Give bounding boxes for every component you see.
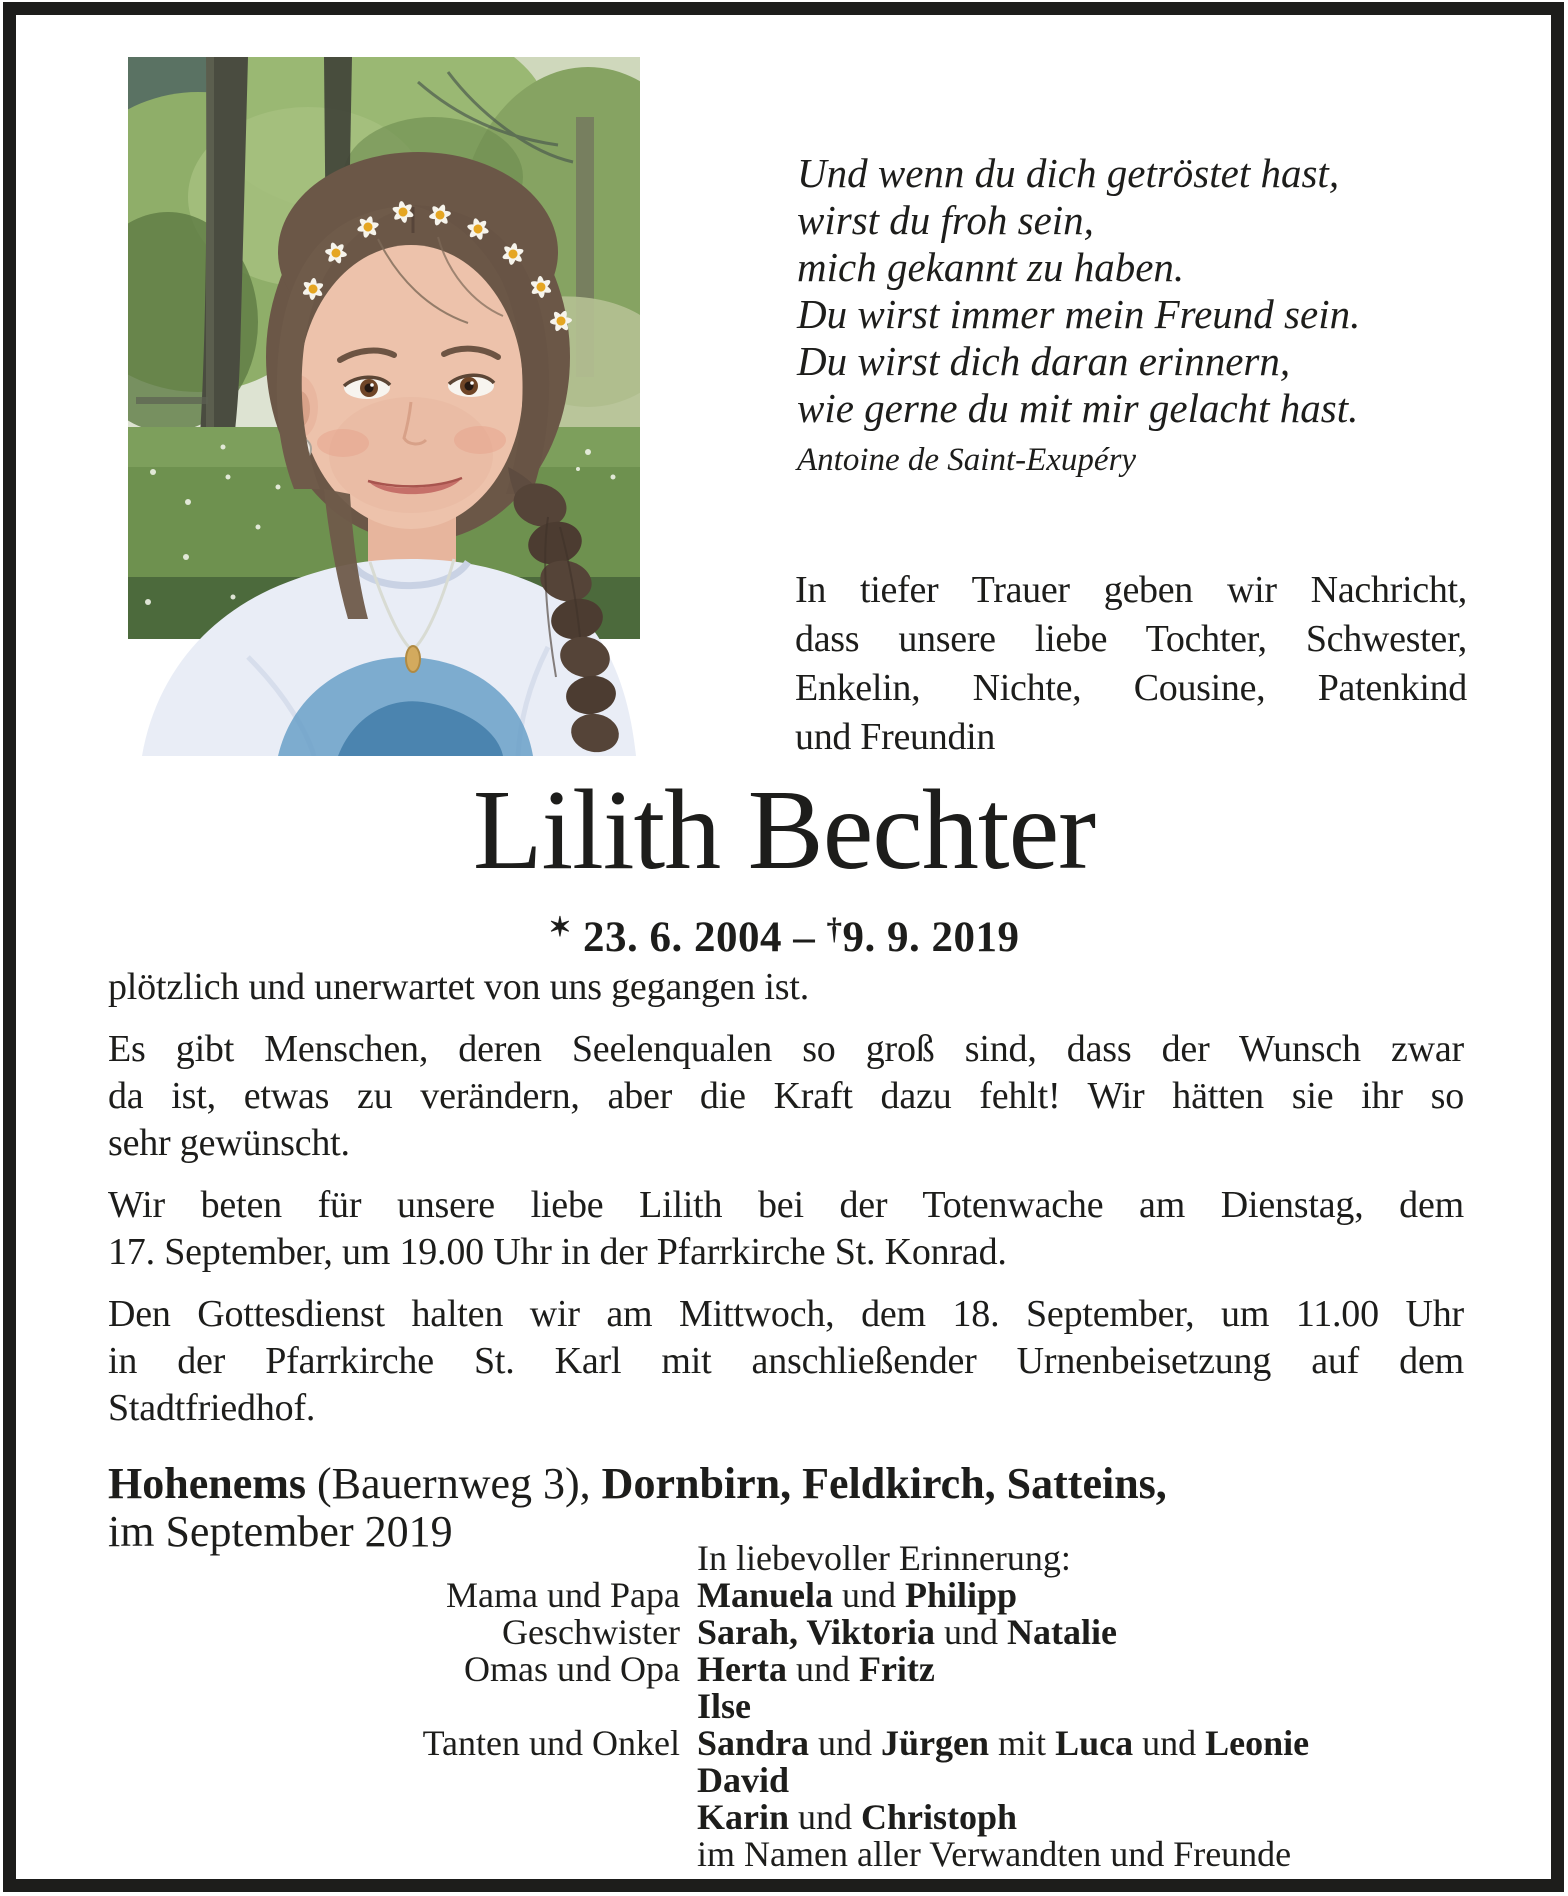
body-line: Wir beten für unsere liebe Lilith bei der Totenwache am Dienstag, dem (108, 1184, 1464, 1226)
portrait-illustration (128, 57, 640, 756)
body-line: plötzlich und unerwartet von uns gegangen ist. (108, 966, 810, 1008)
body-paragraph (108, 964, 1464, 1011)
quote-line: Du wirst immer mein Freund sein. (797, 291, 1361, 337)
family-names (697, 1725, 1486, 1762)
family-row (108, 1577, 1486, 1614)
origin-date: im September 2019 (108, 1507, 453, 1556)
family-row (108, 1651, 1486, 1688)
obituary-body (108, 964, 1464, 1447)
body-line: 17. September, um 19.00 Uhr in der Pfarrkirche St. Konrad. (108, 1231, 1007, 1273)
family-list (108, 1540, 1486, 1873)
body-line: Stadtfriedhof. (108, 1387, 316, 1429)
body-paragraph (108, 1182, 1464, 1276)
family-row (108, 1762, 1486, 1799)
text-run: Jürgen (881, 1723, 990, 1763)
dates-separator: – (793, 914, 816, 961)
text-run: Karin (697, 1797, 790, 1837)
body-line: sehr gewünscht. (108, 1122, 350, 1164)
body-line: Den Gottesdienst halten wir am Mittwoch, dem 18. September, um 11.00 Uhr (108, 1293, 1464, 1335)
text-run: und (809, 1723, 882, 1763)
deceased-name: Lilith Bechter (472, 766, 1096, 893)
text-run: Fritz (858, 1649, 935, 1689)
necklace-pendant (406, 646, 420, 672)
text-run: (Bauernweg 3), (306, 1459, 602, 1508)
notice-line: dass unsere liebe Tochter, Schwester, (795, 618, 1467, 660)
family-names (697, 1799, 1486, 1836)
text-run: und (833, 1575, 906, 1615)
text-run: Dornbirn, Feldkirch, Satteins, (601, 1459, 1167, 1508)
memorial-quote (797, 150, 1425, 432)
death-date: 9. 9. 2019 (842, 914, 1020, 961)
body-paragraph (108, 1291, 1464, 1432)
life-dates (0, 902, 1568, 963)
family-row (108, 1688, 1486, 1725)
text-run: Natalie (1007, 1612, 1117, 1652)
family-relation-label: Tanten und Onkel (422, 1723, 680, 1763)
text-run: Hohenems (108, 1459, 306, 1508)
family-names (697, 1577, 1486, 1614)
body-line: Es gibt Menschen, deren Seelenqualen so groß sind, dass der Wunsch zwar (108, 1028, 1464, 1070)
text-run: David (697, 1760, 790, 1800)
family-names (697, 1651, 1486, 1688)
text-run: Luca (1055, 1723, 1134, 1763)
notice-line: In tiefer Trauer geben wir Nachricht, (795, 569, 1467, 611)
text-run: Manuela (697, 1575, 834, 1615)
notice-line: und Freundin (795, 716, 996, 758)
quote-attribution: Antoine de Saint-Exupéry (797, 442, 1137, 478)
birth-date: 23. 6. 2004 (582, 914, 782, 961)
body-line: in der Pfarrkirche St. Karl mit anschließender Urnenbeisetzung auf dem (108, 1340, 1464, 1382)
family-relation-label (108, 1762, 680, 1799)
text-run: und (786, 1649, 859, 1689)
family-heading: In liebevoller Erinnerung: (697, 1538, 1071, 1578)
notice-line: Enkelin, Nichte, Cousine, Patenkind (795, 667, 1467, 709)
family-row (108, 1725, 1486, 1762)
origin-places (108, 1460, 1478, 1508)
family-row (108, 1799, 1486, 1836)
family-row (108, 1614, 1486, 1651)
family-relation-label (108, 1799, 680, 1836)
family-names (697, 1762, 1486, 1799)
text-run: Ilse (697, 1686, 751, 1726)
text-run: mit (989, 1723, 1056, 1763)
text-run: Leonie (1205, 1723, 1310, 1763)
text-run: Sandra (697, 1723, 810, 1763)
family-relation-label: Mama und Papa (446, 1575, 680, 1615)
body-paragraph (108, 1026, 1464, 1167)
body-line: da ist, etwas zu verändern, aber die Kraft dazu fehlt! Wir hätten sie ihr so (108, 1075, 1464, 1117)
family-names (697, 1836, 1486, 1873)
text-run: im Namen aller Verwandten und Freunde (697, 1834, 1292, 1874)
mourning-notice (795, 566, 1467, 762)
text-run: Sarah, Viktoria (697, 1612, 936, 1652)
family-names (697, 1688, 1486, 1725)
quote-line: Du wirst dich daran erinnern, (797, 338, 1291, 384)
death-dagger-icon: † (826, 911, 843, 946)
quote-line: wie gerne du mit mir gelacht hast. (797, 385, 1359, 431)
family-relation-label: Geschwister (502, 1612, 680, 1652)
birth-star-icon: ✶ (548, 912, 572, 942)
portrait-photo (128, 57, 640, 756)
text-run: Herta (697, 1649, 787, 1689)
text-run: Philipp (905, 1575, 1018, 1615)
quote-line: Und wenn du dich getröstet hast, (797, 150, 1340, 196)
text-run: Christoph (861, 1797, 1018, 1837)
quote-line: mich gekannt zu haben. (797, 244, 1185, 290)
family-relation-label: Omas und Opa (464, 1649, 680, 1689)
text-run: und (789, 1797, 862, 1837)
family-row (108, 1836, 1486, 1873)
family-relation-label (108, 1688, 680, 1725)
quote-line: wirst du froh sein, (797, 197, 1094, 243)
text-run: und (935, 1612, 1008, 1652)
family-relation-label (108, 1836, 680, 1873)
family-names (697, 1614, 1486, 1651)
text-run: und (1133, 1723, 1206, 1763)
